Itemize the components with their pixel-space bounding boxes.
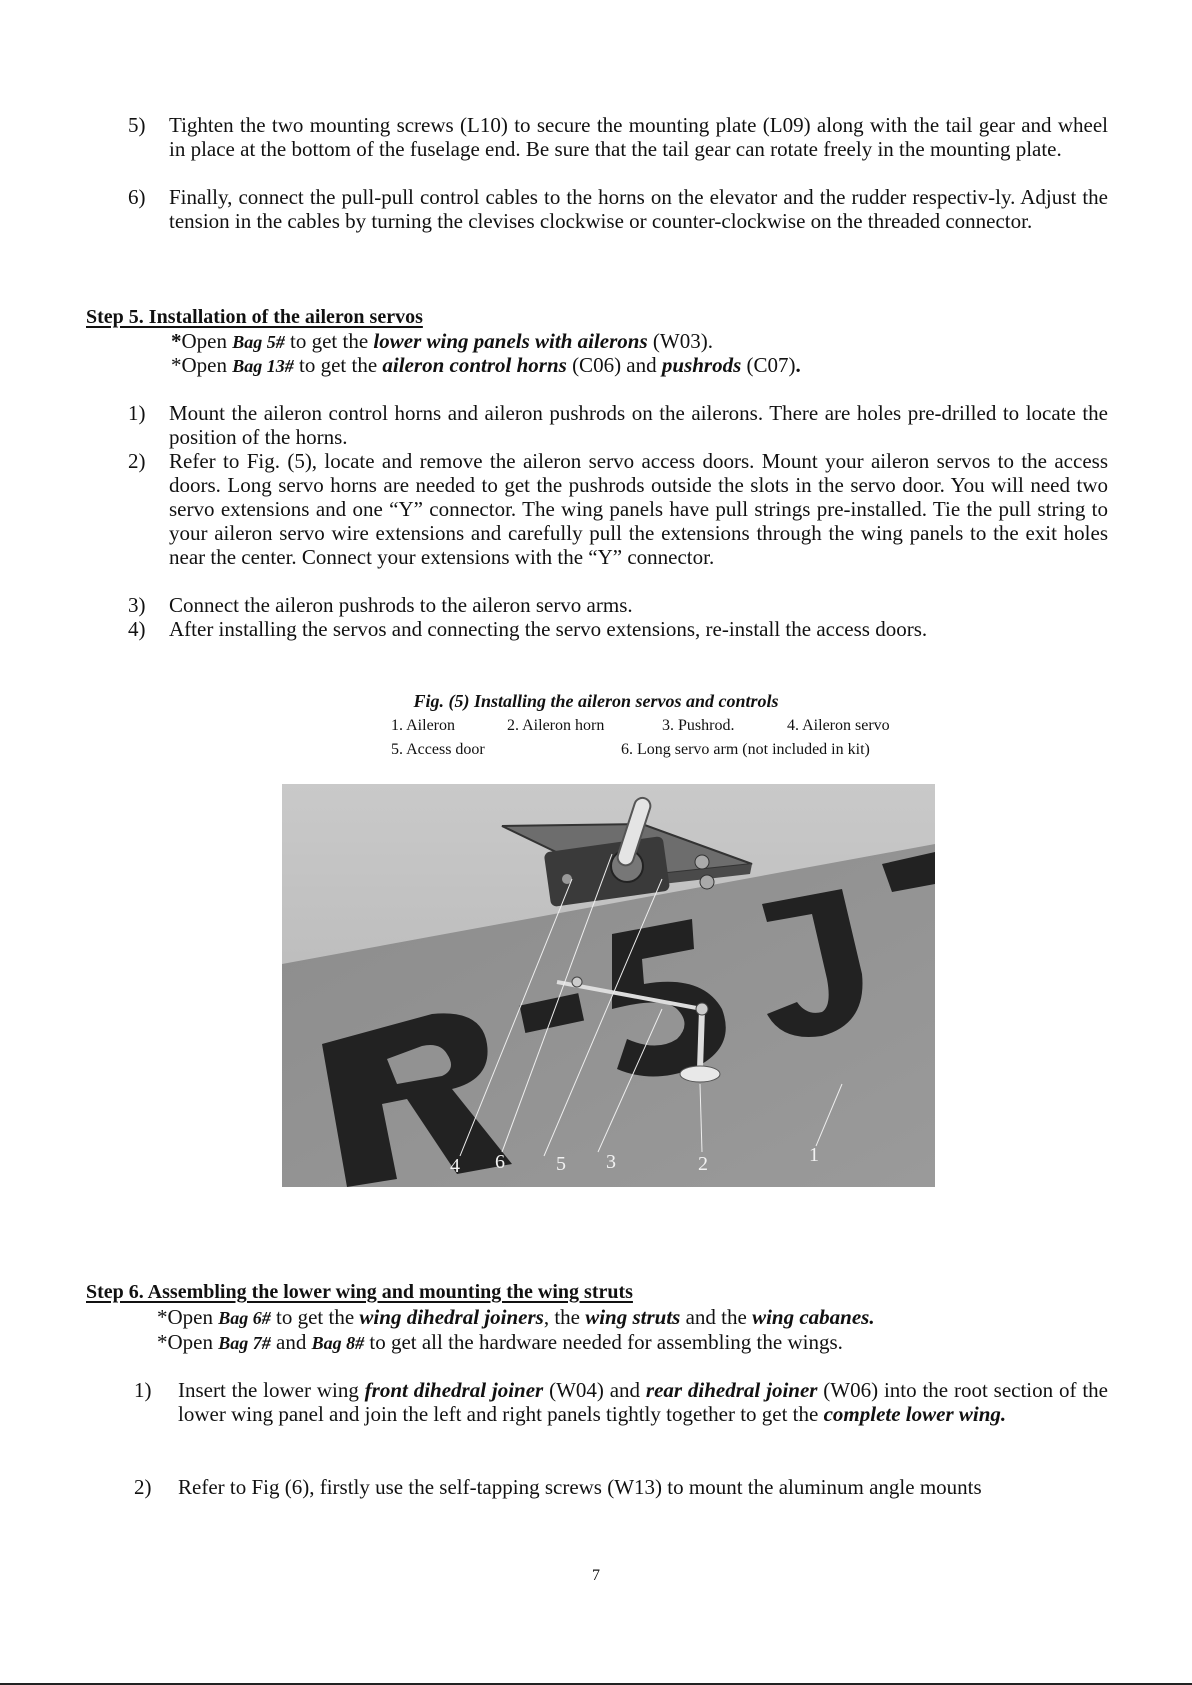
legend-item: 1. Aileron [391,717,455,734]
list-item [128,593,1108,617]
callout-4: 4 [450,1155,460,1177]
item-number: 1) [128,401,146,425]
item-number: 1) [134,1378,152,1402]
text: to get the [284,329,374,353]
text: to get the [270,1305,360,1329]
open-word: *Open [171,353,227,377]
list-item [134,1378,1108,1426]
legend-item: 3. Pushrod. [662,717,735,734]
step6-open-line-2 [157,1330,843,1355]
part-name: wing cabanes. [752,1305,875,1329]
step5-open-line-1 [171,329,713,354]
item-text: Refer to Fig. (5), locate and remove the aileron servo access doors. Mount your aileron servos to the access doors. Long servo horns are needed to get the pushrods outside the slots in the servo door. You will need two servo extensions and one “Y” connector. The wing panels have pull strings pre-installed. Tie the pull string to your aileron servo wire extensions and carefully pull the extensions through the wing panels to the exit holes near the center. Connect your extensions with the “Y” connector. [169,449,1108,569]
item-text: Mount the aileron control horns and aileron pushrods on the ailerons. There are holes pre-drilled to locate the position of the horns. [169,401,1108,449]
item-text: Refer to Fig (6), firstly use the self-tapping screws (W13) to mount the aluminum angle mounts [178,1475,982,1499]
text: (C06) and [566,353,662,377]
callout-6: 6 [495,1151,505,1173]
part-name: aileron control horns [382,353,567,377]
bag-label: Bag 8# [311,1333,365,1353]
item-text: Connect the aileron pushrods to the aileron servo arms. [169,593,633,617]
asterisk: * [171,329,182,353]
text: and [270,1330,312,1354]
part-name: complete lower wing. [823,1402,1007,1426]
part-name: lower wing panels with ailerons [373,329,648,353]
list-item [128,185,1108,233]
bag-label: Bag 6# [218,1308,271,1328]
part-name: rear dihedral joiner [645,1378,818,1402]
step6-open-line-1 [157,1305,875,1330]
item-number: 6) [128,185,146,209]
text: to get the [293,353,383,377]
callout-3: 3 [606,1151,616,1173]
list-item [128,113,1108,161]
aileron-servo-photo [282,784,935,1187]
legend-item: 2. Aileron horn [507,717,605,734]
part-name: front dihedral joiner [364,1378,544,1402]
item-text [178,1378,1108,1426]
step5-heading: Step 5. Installation of the aileron servos [86,306,423,328]
open-word: Open [181,329,227,353]
text: Insert the lower wing [178,1378,365,1402]
step6-heading: Step 6. Assembling the lower wing and mounting the wing struts [86,1281,633,1303]
item-text: Finally, connect the pull-pull control cables to the horns on the elevator and the rudder respectiv-ly. Adjust the tension in the cables by turning the clevises clockwise or counter-clockwise on the threaded connector. [169,185,1108,233]
legend-item: 4. Aileron servo [787,717,890,734]
item-number: 4) [128,617,146,641]
text: to get all the hardware needed for assembling the wings. [364,1330,843,1354]
page-number: 7 [592,1567,600,1584]
legend-item: 6. Long servo arm (not included in kit) [621,741,870,758]
legend-item: 5. Access door [391,741,485,758]
bag-label: Bag 13# [232,356,294,376]
part-name: pushrods [661,353,742,377]
list-item [128,617,1108,641]
text: and the [680,1305,753,1329]
text: (W04) and [543,1378,646,1402]
item-number: 5) [128,113,146,137]
text: (W03). [647,329,713,353]
part-name: wing dihedral joiners [359,1305,544,1329]
item-text: Tighten the two mounting screws (L10) to secure the mounting plate (L09) along with the tail gear and wheel in place at the bottom of the fuselage end. Be sure that the tail gear can rotate freely in the mounting plate. [169,113,1108,161]
item-number: 2) [134,1475,152,1499]
list-item [128,401,1108,449]
figure-caption: Fig. (5) Installing the aileron servos and controls [413,691,779,711]
callout-2: 2 [698,1153,708,1175]
step5-open-line-2 [171,353,801,378]
text: , the [543,1305,586,1329]
text: (W06) into the root section of the lower wing panel and join the left and right panels tightly together to get the [178,1378,1108,1426]
part-name: wing struts [585,1305,681,1329]
item-number: 2) [128,449,146,473]
bag-label: Bag 5# [232,332,285,352]
list-item [128,449,1108,569]
list-item [134,1475,1108,1499]
open-word: *Open [157,1330,213,1354]
callout-1: 1 [809,1144,819,1166]
item-text: After installing the servos and connecting the servo extensions, re-install the access doors. [169,617,928,641]
bag-label: Bag 7# [218,1333,271,1353]
open-word: *Open [157,1305,213,1329]
period: . [795,353,801,377]
callout-5: 5 [556,1153,566,1175]
text: (C07) [741,353,796,377]
item-number: 3) [128,593,146,617]
